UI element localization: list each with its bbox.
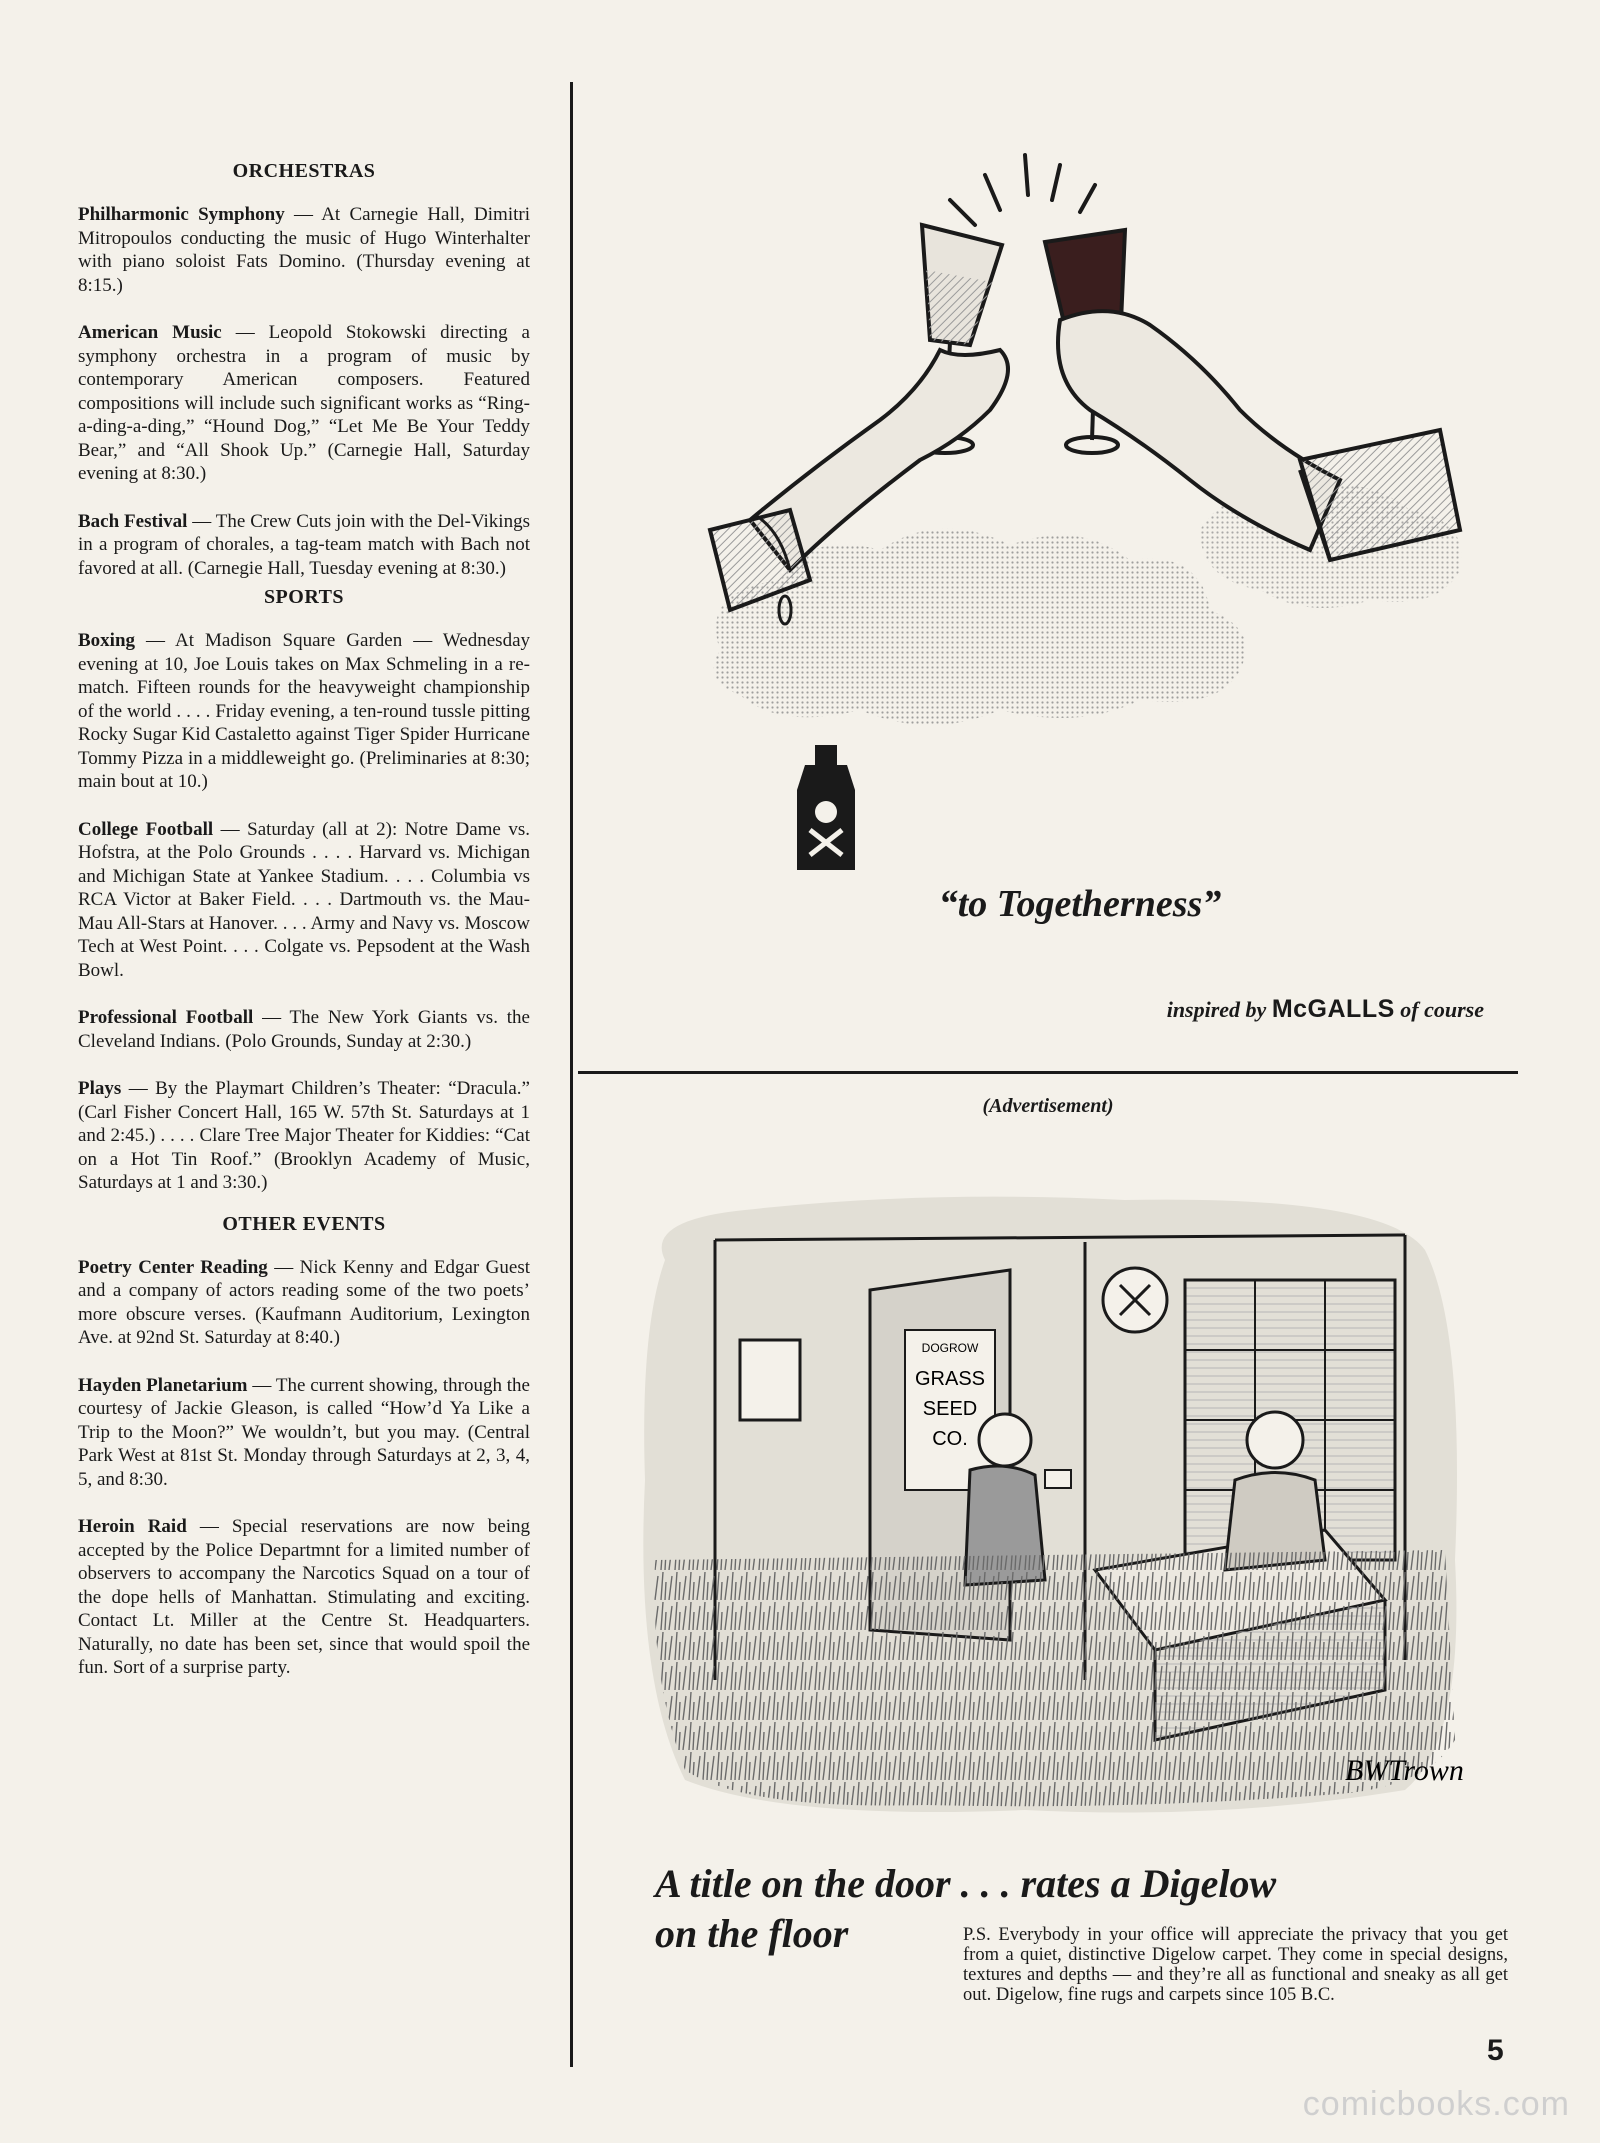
credit-brand: McGALLS	[1271, 995, 1395, 1023]
listing-american-music	[78, 321, 530, 486]
column-divider	[570, 82, 573, 2067]
page-number: 5	[1487, 2034, 1504, 2067]
listing-title: College Football	[78, 818, 214, 840]
listing-bach-festival	[78, 510, 530, 581]
listing-professional-football	[78, 1006, 530, 1053]
office-cartoon	[625, 1180, 1475, 1820]
toast-credit	[1167, 995, 1484, 1024]
door-sign-line: SEED	[922, 1398, 978, 1420]
ad-headline: on the floor	[655, 1911, 849, 1956]
listing-title: American Music	[78, 322, 222, 343]
other-events-heading: OTHER EVENTS	[222, 1212, 386, 1235]
listing-plays	[78, 1077, 530, 1195]
listing-text: — The current showing, through the courtesy of Jackie Gleason, is called “How’d Ya Like a Trip to the Moon?” We wouldn’t, but you may. (Central Park West at 81st St. Monday through Saturdays at 2, 3, 4, 5, and 8:30.	[78, 1374, 530, 1490]
listing-text: — Leopold Stokowski directing a symphony orchestra in a program of music by contemporary American composers. Featured compositions will include such significant works as “Ring-a-ding-a-ding,” “Hound Dog,” “Let Me Be Your Teddy Bear,” and “All Shook Up.” (Carnegie Hall, Saturday evening at 8:30.)	[78, 322, 530, 484]
listing-text: — At Madison Square Garden — Wednesday evening at 10, Joe Louis takes on Max Schmeling in a re-match. Fifteen rounds for the heavyweight championship of the world . . . . Friday evening, a ten-round tussle pitting Rocky Sugar Kid Castaletto against Tiger Spider Hurricane Tommy Pizza in a middleweight go. (Preliminaries at 8:30; main bout at 10.)	[78, 630, 530, 792]
listing-text: — At Carnegie Hall, Dimitri Mitropoulos conducting the music of Hugo Winterhalter with piano soloist Fats Domino. (Thursday evening at 8:15.)	[78, 204, 530, 296]
ad-headline: A title on the door . . . rates a Digelow	[655, 1861, 1277, 1906]
listing-title: Plays	[78, 1078, 122, 1099]
poison-bottle-icon	[797, 745, 855, 870]
door-sign-line: CO.	[932, 1428, 968, 1450]
mans-arm-icon	[1058, 311, 1460, 560]
listing-text: — Special reservations are now being accepted by the Police Departmnt for a limited number of observers to accompany the Narcotics Squad on a tour of the dope hells of Manhattan. Stimulating and exciting. Contact Lt. Miller at the Centre St. Headquarters. Naturally, no date has been set, since that would spoil the fun. Sort of a surprise party.	[78, 1516, 530, 1678]
sports-heading: SPORTS	[263, 586, 345, 608]
credit-suffix: of course	[1394, 997, 1484, 1022]
listing-text: — Nick Kenny and Edgar Guest and a company of actors reading some of the two poets’ more obscure verses. (Kaufmann Auditorium, Lexington Ave. at 92nd St. Saturday at 8:40.)	[78, 1256, 531, 1348]
ad-body-text: P.S. Everybody in your office will appreciate the privacy that you get from a quiet, distinctive Digelow carpet. They come in special designs, textures and depths — and they’re all as functional and sneaky as all get out. Digelow, fine rugs and carpets since 105 B.C.	[963, 1925, 1508, 2005]
listing-title: Hayden Planetarium	[78, 1374, 248, 1396]
listing-college-football	[78, 818, 530, 983]
toast-caption: “to Togetherness”	[938, 883, 1222, 925]
listing-title: Poetry Center Reading	[78, 1256, 268, 1278]
door-sign-line: GRASS	[914, 1368, 986, 1390]
listing-title: Philharmonic Symphony	[78, 204, 285, 225]
listing-title: Professional Football	[78, 1007, 254, 1028]
listing-text: — The Crew Cuts join with the Del-Vikings in a program of chorales, a tag-team match with Bach not favored at all. (Carnegie Hall, Tuesday evening at 8:30.)	[78, 510, 530, 579]
clink-sparkle-icon	[950, 155, 1095, 225]
listing-title: Bach Festival	[78, 510, 188, 532]
left-column	[78, 160, 530, 1704]
orchestras-heading: ORCHESTRAS	[232, 160, 376, 182]
toast-illustration	[640, 150, 1520, 880]
credit-prefix: inspired by	[1166, 997, 1272, 1022]
listing-text: — Saturday (all at 2): Notre Dame vs. Hofstra, at the Polo Grounds . . . . Harvard vs. Michigan and Michigan State at Yankee Stadium. . . . Columbia vs RCA Victor at Baker Field. . . . Dartmouth vs. the Mau-Mau All-Stars at Hanover. . . . Army and Navy vs. Moscow Tech at West Point. . . . Colgate vs. Pepsodent at the Wash Bowl.	[78, 818, 530, 981]
listing-poetry-center	[78, 1256, 530, 1350]
listing-boxing	[78, 629, 530, 794]
section-divider	[578, 1071, 1518, 1074]
advertisement-label: (Advertisement)	[982, 1095, 1114, 1117]
listing-text: — By the Playmart Children’s Theater: “Dracula.” (Carl Fisher Concert Hall, 165 W. 57th St. Saturdays at 1 and 2:45.) . . . . Clare Tree Major Theater for Kiddies: “Cat on a Hot Tin Roof.” (Brooklyn Academy of Music, Saturdays at 1 and 3:30.)	[78, 1078, 530, 1193]
listing-title: Boxing	[78, 630, 136, 651]
listing-text: — The New York Giants vs. the Cleveland Indians. (Polo Grounds, Sunday at 2:30.)	[78, 1007, 530, 1052]
door-sign-line: DOGROW	[921, 1341, 979, 1355]
listing-philharmonic	[78, 203, 530, 297]
listing-title: Heroin Raid	[78, 1516, 187, 1537]
listing-hayden-planetarium	[78, 1374, 530, 1492]
listing-heroin-raid	[78, 1515, 530, 1680]
watermark: comicbooks.com	[1302, 2085, 1570, 2123]
cartoonist-signature: BWTrown	[1345, 1754, 1464, 1787]
